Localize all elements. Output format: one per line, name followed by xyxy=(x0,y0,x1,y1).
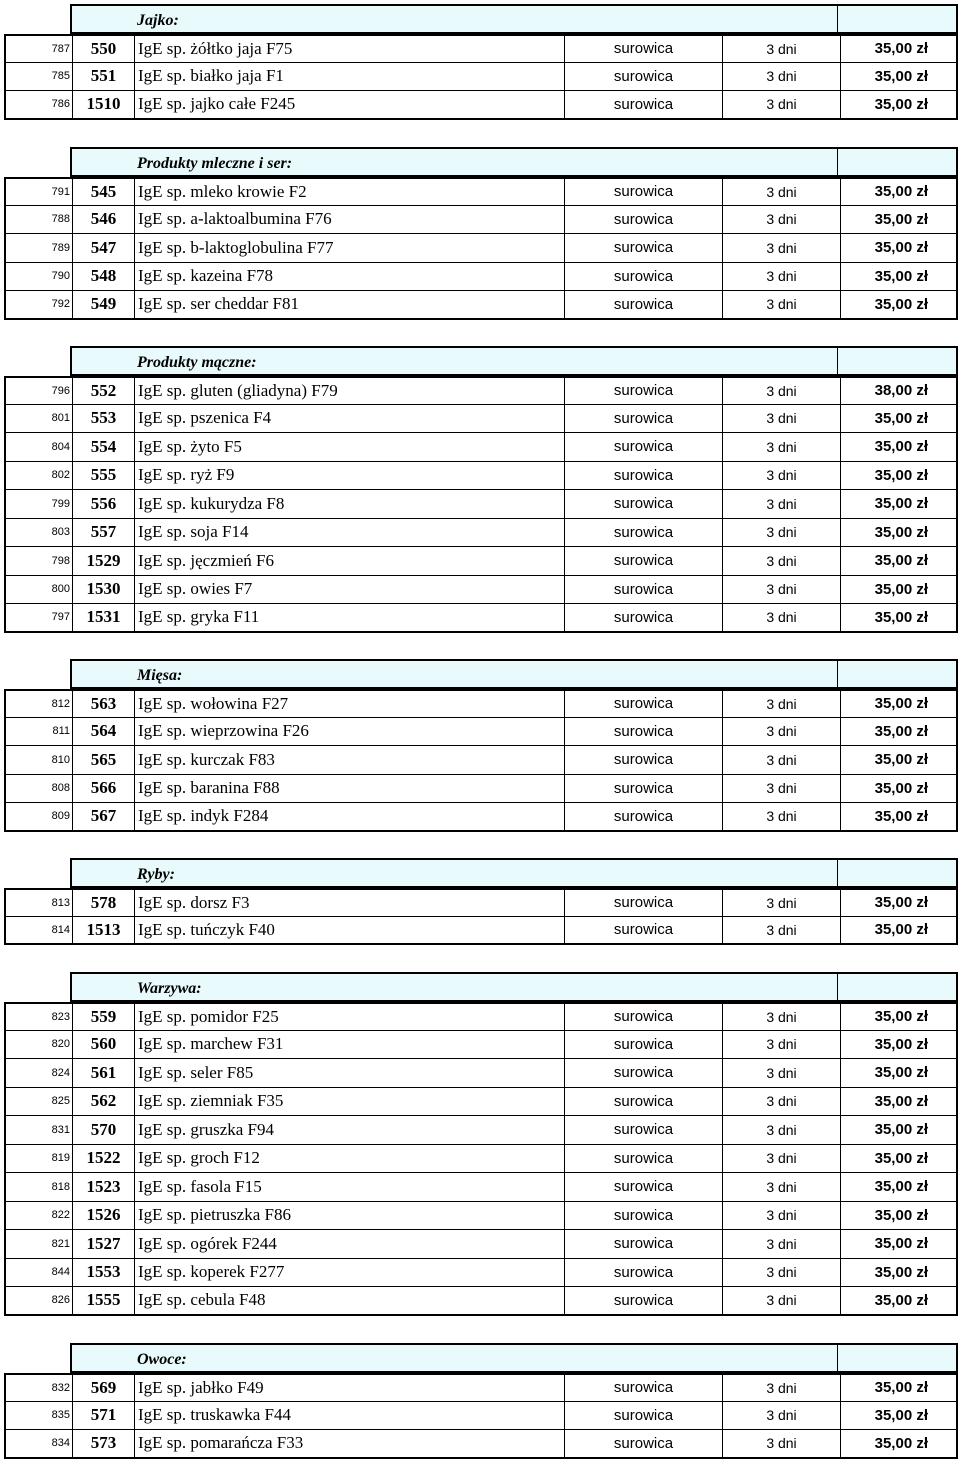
row-number: 792 xyxy=(51,298,70,311)
row-number: 803 xyxy=(51,526,70,539)
turnaround-time: 3 dni xyxy=(722,576,840,604)
test-code: 553 xyxy=(72,405,134,433)
turnaround-time: 3 dni xyxy=(722,1430,840,1457)
turnaround-time: 3 dni xyxy=(722,1202,840,1230)
test-price: 35,00 zł xyxy=(840,1375,956,1401)
test-name: IgE sp. pszenica F4 xyxy=(134,405,564,433)
sample-material: surowica xyxy=(564,775,722,803)
test-name: IgE sp. cebula F48 xyxy=(134,1287,564,1314)
table-row xyxy=(4,63,958,92)
turnaround-time: 3 dni xyxy=(722,803,840,830)
table-row xyxy=(4,91,958,120)
sample-material: surowica xyxy=(564,1059,722,1087)
row-number: 818 xyxy=(51,1180,70,1193)
test-name: IgE sp. ziemniak F35 xyxy=(134,1088,564,1116)
table-row xyxy=(4,718,958,747)
table-row xyxy=(4,1430,958,1459)
turnaround-time: 3 dni xyxy=(722,206,840,234)
sample-material: surowica xyxy=(564,263,722,291)
test-code: 1526 xyxy=(72,1202,134,1230)
test-code: 551 xyxy=(72,63,134,91)
sample-material: surowica xyxy=(564,803,722,830)
test-price: 35,00 zł xyxy=(840,433,956,461)
sample-material: surowica xyxy=(564,462,722,490)
test-price: 35,00 zł xyxy=(840,36,956,62)
sample-material: surowica xyxy=(564,206,722,234)
test-code: 547 xyxy=(72,234,134,262)
test-price: 35,00 zł xyxy=(840,1202,956,1230)
row-number: 834 xyxy=(51,1437,70,1450)
test-code: 1523 xyxy=(72,1173,134,1201)
test-name: IgE sp. jabłko F49 xyxy=(134,1375,564,1401)
test-price: 35,00 zł xyxy=(840,746,956,774)
turnaround-time: 3 dni xyxy=(722,263,840,291)
test-code: 552 xyxy=(72,378,134,404)
table-row xyxy=(4,234,958,263)
test-name: IgE sp. gryka F11 xyxy=(134,604,564,631)
turnaround-time: 3 dni xyxy=(722,1402,840,1430)
row-number: 808 xyxy=(51,782,70,795)
test-name: IgE sp. ryż F9 xyxy=(134,462,564,490)
table-row xyxy=(4,490,958,519)
turnaround-time: 3 dni xyxy=(722,291,840,318)
test-name: IgE sp. seler F85 xyxy=(134,1059,564,1087)
table-row xyxy=(4,1116,958,1145)
sample-material: surowica xyxy=(564,890,722,916)
row-number: 801 xyxy=(51,412,70,425)
table-row xyxy=(4,604,958,633)
test-price: 35,00 zł xyxy=(840,1145,956,1173)
sample-material: surowica xyxy=(564,1004,722,1030)
section-title: Produkty mączne: xyxy=(137,354,257,371)
turnaround-time: 3 dni xyxy=(722,36,840,62)
section-title: Owoce: xyxy=(137,1351,187,1368)
turnaround-time: 3 dni xyxy=(722,775,840,803)
test-price: 35,00 zł xyxy=(840,234,956,262)
table-row xyxy=(4,1287,958,1316)
table-row xyxy=(4,1373,958,1402)
test-price: 35,00 zł xyxy=(840,917,956,944)
test-code: 1529 xyxy=(72,547,134,575)
test-code: 561 xyxy=(72,1059,134,1087)
row-number: 810 xyxy=(51,753,70,766)
row-number: 797 xyxy=(51,611,70,624)
turnaround-time: 3 dni xyxy=(722,1059,840,1087)
sample-material: surowica xyxy=(564,718,722,746)
test-code: 562 xyxy=(72,1088,134,1116)
sample-material: surowica xyxy=(564,604,722,631)
row-number: 787 xyxy=(51,42,70,55)
turnaround-time: 3 dni xyxy=(722,1145,840,1173)
table-row xyxy=(4,888,958,917)
table-row xyxy=(4,206,958,235)
sample-material: surowica xyxy=(564,1173,722,1201)
test-price: 35,00 zł xyxy=(840,1430,956,1457)
test-name: IgE sp. ogórek F244 xyxy=(134,1230,564,1258)
section-header-band xyxy=(70,972,958,1002)
test-name: IgE sp. truskawka F44 xyxy=(134,1402,564,1430)
test-price: 35,00 zł xyxy=(840,803,956,830)
table-row xyxy=(4,1259,958,1288)
row-number: 826 xyxy=(51,1294,70,1307)
test-code: 560 xyxy=(72,1031,134,1059)
table-row xyxy=(4,519,958,548)
sample-material: surowica xyxy=(564,1402,722,1430)
turnaround-time: 3 dni xyxy=(722,405,840,433)
test-name: IgE sp. kukurydza F8 xyxy=(134,490,564,518)
test-name: IgE sp. białko jaja F1 xyxy=(134,63,564,91)
test-price: 35,00 zł xyxy=(840,179,956,205)
turnaround-time: 3 dni xyxy=(722,1088,840,1116)
turnaround-time: 3 dni xyxy=(722,746,840,774)
test-price: 35,00 zł xyxy=(840,405,956,433)
sample-material: surowica xyxy=(564,291,722,318)
test-price: 35,00 zł xyxy=(840,1004,956,1030)
sample-material: surowica xyxy=(564,1230,722,1258)
test-name: IgE sp. fasola F15 xyxy=(134,1173,564,1201)
table-row xyxy=(4,462,958,491)
turnaround-time: 3 dni xyxy=(722,1375,840,1401)
test-price: 35,00 zł xyxy=(840,91,956,118)
turnaround-time: 3 dni xyxy=(722,462,840,490)
test-name: IgE sp. owies F7 xyxy=(134,576,564,604)
sample-material: surowica xyxy=(564,405,722,433)
test-code: 548 xyxy=(72,263,134,291)
row-number: 790 xyxy=(51,270,70,283)
test-name: IgE sp. a-laktoalbumina F76 xyxy=(134,206,564,234)
table-row xyxy=(4,1002,958,1031)
table-row xyxy=(4,291,958,320)
row-number: 831 xyxy=(51,1123,70,1136)
test-name: IgE sp. żyto F5 xyxy=(134,433,564,461)
sample-material: surowica xyxy=(564,547,722,575)
test-name: IgE sp. ser cheddar F81 xyxy=(134,291,564,318)
turnaround-time: 3 dni xyxy=(722,1031,840,1059)
sample-material: surowica xyxy=(564,1202,722,1230)
test-name: IgE sp. marchew F31 xyxy=(134,1031,564,1059)
sample-material: surowica xyxy=(564,234,722,262)
table-row xyxy=(4,34,958,63)
test-code: 550 xyxy=(72,36,134,62)
row-number: 819 xyxy=(51,1152,70,1165)
table-row xyxy=(4,547,958,576)
test-code: 569 xyxy=(72,1375,134,1401)
test-code: 1510 xyxy=(72,91,134,118)
test-name: IgE sp. groch F12 xyxy=(134,1145,564,1173)
turnaround-time: 3 dni xyxy=(722,234,840,262)
test-price: 35,00 zł xyxy=(840,490,956,518)
row-number: 796 xyxy=(51,384,70,397)
test-code: 554 xyxy=(72,433,134,461)
sample-material: surowica xyxy=(564,1287,722,1314)
row-number: 786 xyxy=(51,98,70,111)
row-number: 789 xyxy=(51,241,70,254)
row-number: 809 xyxy=(51,810,70,823)
test-name: IgE sp. mleko krowie F2 xyxy=(134,179,564,205)
test-price: 35,00 zł xyxy=(840,206,956,234)
test-price: 35,00 zł xyxy=(840,604,956,631)
test-code: 546 xyxy=(72,206,134,234)
row-number: 788 xyxy=(51,213,70,226)
sample-material: surowica xyxy=(564,1259,722,1287)
test-code: 565 xyxy=(72,746,134,774)
test-price: 35,00 zł xyxy=(840,1031,956,1059)
section-header-band xyxy=(70,858,958,888)
row-number: 844 xyxy=(51,1266,70,1279)
test-price: 35,00 zł xyxy=(840,519,956,547)
turnaround-time: 3 dni xyxy=(722,63,840,91)
row-number: 814 xyxy=(51,923,70,936)
turnaround-time: 3 dni xyxy=(722,1230,840,1258)
sample-material: surowica xyxy=(564,519,722,547)
section-title: Ryby: xyxy=(137,866,175,883)
table-row xyxy=(4,1202,958,1231)
test-code: 570 xyxy=(72,1116,134,1144)
table-row xyxy=(4,177,958,206)
test-code: 557 xyxy=(72,519,134,547)
table-row xyxy=(4,376,958,405)
test-code: 1555 xyxy=(72,1287,134,1314)
table-row xyxy=(4,576,958,605)
test-code: 1527 xyxy=(72,1230,134,1258)
table-row xyxy=(4,1088,958,1117)
test-price: 35,00 zł xyxy=(840,576,956,604)
section-header-band xyxy=(70,4,958,34)
table-row xyxy=(4,1173,958,1202)
section-title: Produkty mleczne i ser: xyxy=(137,155,293,172)
test-price: 35,00 zł xyxy=(840,1259,956,1287)
row-number: 799 xyxy=(51,497,70,510)
test-price: 35,00 zł xyxy=(840,1088,956,1116)
test-price: 35,00 zł xyxy=(840,63,956,91)
row-number: 800 xyxy=(51,583,70,596)
test-code: 556 xyxy=(72,490,134,518)
test-price: 35,00 zł xyxy=(840,291,956,318)
row-number: 835 xyxy=(51,1409,70,1422)
table-row xyxy=(4,1145,958,1174)
test-code: 559 xyxy=(72,1004,134,1030)
turnaround-time: 3 dni xyxy=(722,917,840,944)
test-code: 571 xyxy=(72,1402,134,1430)
test-price: 38,00 zł xyxy=(840,378,956,404)
test-name: IgE sp. kazeina F78 xyxy=(134,263,564,291)
turnaround-time: 3 dni xyxy=(722,1116,840,1144)
test-code: 578 xyxy=(72,890,134,916)
turnaround-time: 3 dni xyxy=(722,691,840,717)
test-code: 563 xyxy=(72,691,134,717)
turnaround-time: 3 dni xyxy=(722,433,840,461)
turnaround-time: 3 dni xyxy=(722,179,840,205)
row-number: 804 xyxy=(51,440,70,453)
test-price: 35,00 zł xyxy=(840,691,956,717)
test-name: IgE sp. tuńczyk F40 xyxy=(134,917,564,944)
table-row xyxy=(4,1031,958,1060)
turnaround-time: 3 dni xyxy=(722,91,840,118)
sample-material: surowica xyxy=(564,433,722,461)
row-number: 820 xyxy=(51,1038,70,1051)
test-price: 35,00 zł xyxy=(840,775,956,803)
table-row xyxy=(4,746,958,775)
test-name: IgE sp. b-laktoglobulina F77 xyxy=(134,234,564,262)
sample-material: surowica xyxy=(564,63,722,91)
row-number: 824 xyxy=(51,1066,70,1079)
sample-material: surowica xyxy=(564,1145,722,1173)
test-name: IgE sp. jajko całe F245 xyxy=(134,91,564,118)
turnaround-time: 3 dni xyxy=(722,1287,840,1314)
test-code: 1531 xyxy=(72,604,134,631)
row-number: 821 xyxy=(51,1237,70,1250)
test-price: 35,00 zł xyxy=(840,1173,956,1201)
row-number: 825 xyxy=(51,1095,70,1108)
sample-material: surowica xyxy=(564,1088,722,1116)
turnaround-time: 3 dni xyxy=(722,1004,840,1030)
test-code: 567 xyxy=(72,803,134,830)
test-name: IgE sp. jęczmień F6 xyxy=(134,547,564,575)
sample-material: surowica xyxy=(564,36,722,62)
test-price: 35,00 zł xyxy=(840,1059,956,1087)
section-header-band xyxy=(70,1343,958,1373)
row-number: 812 xyxy=(51,697,70,710)
row-number: 802 xyxy=(51,469,70,482)
test-code: 545 xyxy=(72,179,134,205)
test-code: 573 xyxy=(72,1430,134,1457)
section-header-band xyxy=(70,659,958,689)
sample-material: surowica xyxy=(564,1375,722,1401)
test-name: IgE sp. gruszka F94 xyxy=(134,1116,564,1144)
test-name: IgE sp. soja F14 xyxy=(134,519,564,547)
table-row xyxy=(4,689,958,718)
test-name: IgE sp. kurczak F83 xyxy=(134,746,564,774)
test-price: 35,00 zł xyxy=(840,547,956,575)
section-title: Jajko: xyxy=(137,12,179,29)
test-price: 35,00 zł xyxy=(840,462,956,490)
table-row xyxy=(4,263,958,292)
sample-material: surowica xyxy=(564,917,722,944)
sample-material: surowica xyxy=(564,1031,722,1059)
section-title: Warzywa: xyxy=(137,980,202,997)
row-number: 823 xyxy=(51,1010,70,1023)
row-number: 785 xyxy=(51,70,70,83)
turnaround-time: 3 dni xyxy=(722,604,840,631)
sample-material: surowica xyxy=(564,576,722,604)
turnaround-time: 3 dni xyxy=(722,890,840,916)
test-name: IgE sp. koperek F277 xyxy=(134,1259,564,1287)
table-row xyxy=(4,1059,958,1088)
test-code: 1530 xyxy=(72,576,134,604)
test-name: IgE sp. pomidor F25 xyxy=(134,1004,564,1030)
test-code: 555 xyxy=(72,462,134,490)
section-title: Mięsa: xyxy=(137,667,183,684)
test-price: 35,00 zł xyxy=(840,1287,956,1314)
table-row xyxy=(4,803,958,832)
test-name: IgE sp. dorsz F3 xyxy=(134,890,564,916)
test-code: 566 xyxy=(72,775,134,803)
table-row xyxy=(4,1402,958,1431)
test-name: IgE sp. baranina F88 xyxy=(134,775,564,803)
sample-material: surowica xyxy=(564,91,722,118)
table-row xyxy=(4,917,958,946)
turnaround-time: 3 dni xyxy=(722,547,840,575)
row-number: 822 xyxy=(51,1209,70,1222)
sample-material: surowica xyxy=(564,179,722,205)
sample-material: surowica xyxy=(564,1116,722,1144)
turnaround-time: 3 dni xyxy=(722,1259,840,1287)
test-name: IgE sp. żółtko jaja F75 xyxy=(134,36,564,62)
test-code: 549 xyxy=(72,291,134,318)
test-price: 35,00 zł xyxy=(840,1402,956,1430)
row-number: 811 xyxy=(52,725,70,738)
test-code: 1522 xyxy=(72,1145,134,1173)
sample-material: surowica xyxy=(564,490,722,518)
row-number: 832 xyxy=(51,1381,70,1394)
test-code: 564 xyxy=(72,718,134,746)
table-row xyxy=(4,775,958,804)
test-name: IgE sp. pomarańcza F33 xyxy=(134,1430,564,1457)
test-name: IgE sp. wołowina F27 xyxy=(134,691,564,717)
sample-material: surowica xyxy=(564,691,722,717)
test-price: 35,00 zł xyxy=(840,890,956,916)
test-price: 35,00 zł xyxy=(840,718,956,746)
table-row xyxy=(4,433,958,462)
sample-material: surowica xyxy=(564,746,722,774)
sample-material: surowica xyxy=(564,1430,722,1457)
turnaround-time: 3 dni xyxy=(722,718,840,746)
test-name: IgE sp. wieprzowina F26 xyxy=(134,718,564,746)
table-row xyxy=(4,1230,958,1259)
test-price: 35,00 zł xyxy=(840,1116,956,1144)
turnaround-time: 3 dni xyxy=(722,1173,840,1201)
test-name: IgE sp. gluten (gliadyna) F79 xyxy=(134,378,564,404)
sample-material: surowica xyxy=(564,378,722,404)
row-number: 813 xyxy=(51,896,70,909)
test-name: IgE sp. pietruszka F86 xyxy=(134,1202,564,1230)
table-row xyxy=(4,405,958,434)
row-number: 791 xyxy=(51,185,70,198)
test-name: IgE sp. indyk F284 xyxy=(134,803,564,830)
test-code: 1553 xyxy=(72,1259,134,1287)
turnaround-time: 3 dni xyxy=(722,378,840,404)
test-code: 1513 xyxy=(72,917,134,944)
turnaround-time: 3 dni xyxy=(722,519,840,547)
test-price: 35,00 zł xyxy=(840,263,956,291)
row-number: 798 xyxy=(51,554,70,567)
test-price: 35,00 zł xyxy=(840,1230,956,1258)
turnaround-time: 3 dni xyxy=(722,490,840,518)
